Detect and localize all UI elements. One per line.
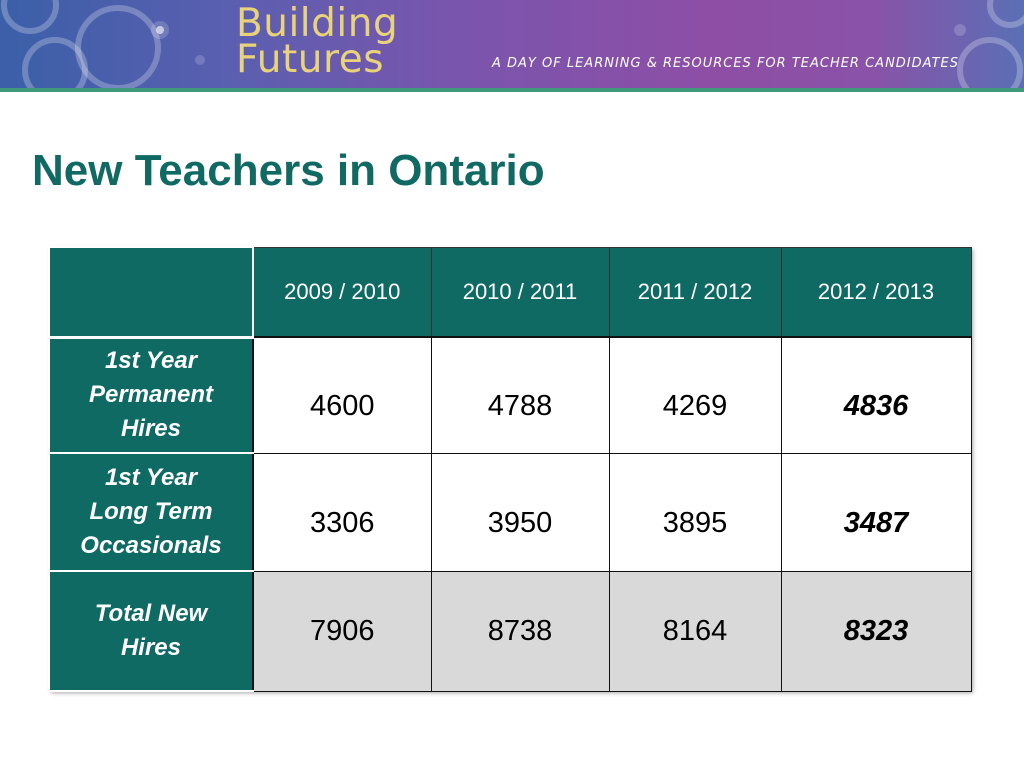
brand-logo: [236, 1, 399, 82]
table-cell-highlight: 8323: [781, 571, 971, 691]
corner-cell: [49, 247, 253, 337]
row-header-line: Long Term: [89, 498, 213, 525]
table-cell: 4788: [431, 337, 609, 453]
table-cell: 3306: [253, 453, 431, 571]
table-row: [49, 337, 971, 453]
table-cell: 4269: [609, 337, 781, 453]
table-cell: 8738: [431, 571, 609, 691]
banner-stripe: [0, 88, 1024, 92]
header-banner: [0, 0, 1024, 88]
tagline: A DAY OF LEARNING & RESOURCES FOR TEACHER CANDIDATES: [492, 56, 959, 71]
row-header-line: 1st Year: [104, 347, 198, 375]
brand-line-2: Futures: [236, 37, 385, 82]
table-cell: 3950: [431, 453, 609, 571]
table-row: [49, 453, 971, 571]
table-cell: 7906: [253, 571, 431, 691]
banner-decoration: [0, 0, 1024, 88]
table-row-total: [49, 571, 971, 691]
column-header: 2010 / 2011: [431, 247, 609, 337]
row-header: [49, 571, 253, 691]
hires-table-container: [48, 246, 970, 690]
brand-line-1: Building: [236, 1, 399, 46]
row-header-line: Hires: [120, 415, 182, 443]
row-header: [49, 337, 253, 453]
table-cell: 4600: [253, 337, 431, 453]
table-cell: 8164: [609, 571, 781, 691]
row-header-line: Permanent: [88, 381, 214, 409]
table-cell-highlight: 3487: [781, 453, 971, 571]
column-header: 2009 / 2010: [253, 247, 431, 337]
column-header: 2012 / 2013: [781, 247, 971, 337]
row-header-line: Total New: [94, 600, 208, 627]
column-header: 2011 / 2012: [609, 247, 781, 337]
row-header-line: Hires: [120, 634, 182, 661]
table-cell-highlight: 4836: [781, 337, 971, 453]
table-header-row: [49, 247, 971, 337]
hires-table: [48, 246, 972, 692]
row-header-line: Occasionals: [80, 532, 222, 559]
row-header: [49, 453, 253, 571]
row-header-line: 1st Year: [104, 464, 198, 491]
page-title: New Teachers in Ontario: [32, 146, 545, 195]
table-cell: 3895: [609, 453, 781, 571]
